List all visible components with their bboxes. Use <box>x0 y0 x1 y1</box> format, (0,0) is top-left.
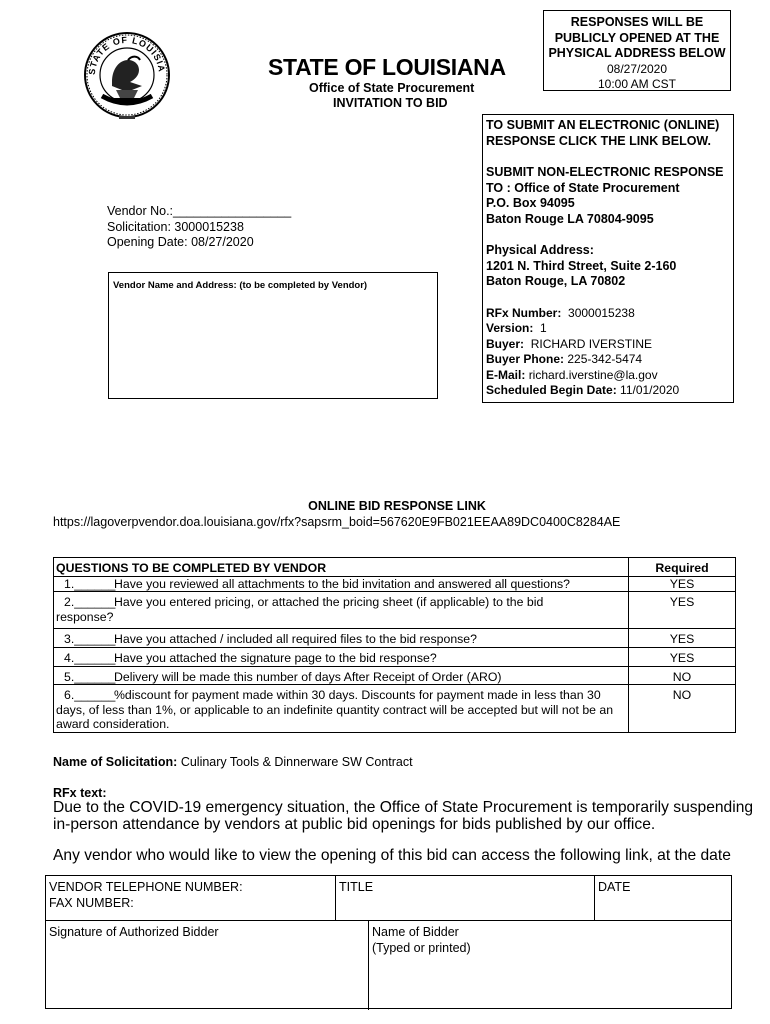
online-link-title: ONLINE BID RESPONSE LINK <box>308 499 486 513</box>
notice-line: PUBLICLY OPENED AT THE <box>554 30 720 45</box>
pelican-seal-icon <box>82 30 172 120</box>
table-header-row <box>54 558 736 577</box>
electronic-line: RESPONSE CLICK THE LINK BELOW. <box>486 133 712 148</box>
buyer-phone: Buyer Phone: 225-342-5474 <box>486 352 643 366</box>
notice-time: 10:00 AM CST <box>597 77 677 91</box>
vendor-name-address-label: Vendor Name and Address: (to be completed by Vendor) <box>113 280 368 291</box>
signature-field[interactable]: Signature of Authorized Bidder <box>49 925 219 939</box>
table-row: 1.______Have you reviewed all attachments to the bid invitation and answered all questions? YES <box>54 576 736 592</box>
submission-info-box <box>482 114 734 403</box>
vendor-questions-table <box>53 557 736 733</box>
required-header: Required <box>629 558 736 577</box>
notice-line: RESPONSES WILL BE <box>570 15 704 29</box>
rfx-text-label: RFx text: <box>53 786 107 800</box>
online-bid-link[interactable]: https://lagoverpvendor.doa.louisiana.gov/rfx?sapsrm_boid=567620E9FB021EEAA89DC0400C8284AE <box>53 515 621 529</box>
physical-address-line: Baton Rouge, LA 70802 <box>486 274 626 288</box>
table-row: 6.______%discount for payment made within 30 days. Discounts for payment made in less than 30 days, of less than 1%, or applicable to an indefinite quantity contract will be accepted but will not be an award consideration. NO <box>54 685 736 733</box>
fax-label: FAX NUMBER: <box>49 895 134 910</box>
opening-date: Opening Date: 08/27/2020 <box>107 235 254 249</box>
seal-caption <box>119 116 135 119</box>
physical-address-line: Physical Address: <box>486 243 594 257</box>
nonelectronic-line: P.O. Box 94095 <box>486 196 575 210</box>
physical-address-line: 1201 N. Third Street, Suite 2-160 <box>486 258 677 273</box>
nonelectronic-line: Baton Rouge LA 70804-9095 <box>486 211 654 226</box>
svg-text:STATE OF LOUISIANA: STATE OF LOUISIA <box>86 34 168 76</box>
buyer-email: E-Mail: richard.iverstine@la.gov <box>486 367 658 382</box>
vendor-phone-field[interactable] <box>49 880 243 911</box>
rfx-text-body: Due to the COVID-19 emergency situation, the Office of State Procurement is temporarily suspending in-person attendance by vendors at public bid openings for bids published by our office. Any vendor who would like to view the opening of this bid can access the following link, at the date <box>53 799 754 864</box>
buyer: Buyer: RICHARD IVERSTINE <box>486 336 653 351</box>
notice-date: 08/27/2020 <box>606 61 668 76</box>
vendor-phone-label: VENDOR TELEPHONE NUMBER: <box>49 880 243 894</box>
nonelectronic-line: SUBMIT NON-ELECTRONIC RESPONSE <box>486 165 724 179</box>
solicitation-number: Solicitation: 3000015238 <box>107 219 244 234</box>
office-name: Office of State Procurement <box>309 81 475 95</box>
state-seal <box>82 30 172 120</box>
table-row: 3.______Have you attached / included all required files to the bid response? YES <box>54 629 736 648</box>
title-field[interactable]: TITLE <box>339 880 374 894</box>
vendor-info <box>107 204 291 251</box>
solicitation-name: Name of Solicitation: Culinary Tools & Dinnerware SW Contract <box>53 755 413 769</box>
table-row: 5.______Delivery will be made this number of days After Receipt of Order (ARO) NO <box>54 666 736 685</box>
state-title: STATE OF LOUISIANA <box>268 54 506 80</box>
vendor-number-field[interactable]: Vendor No.:_________________ <box>107 204 292 218</box>
notice-line: PHYSICAL ADDRESS BELOW <box>548 46 726 60</box>
version: Version: 1 <box>486 321 547 335</box>
nonelectronic-line: TO : Office of State Procurement <box>486 180 680 195</box>
scheduled-begin-date: Scheduled Begin Date: 11/01/2020 <box>486 383 680 397</box>
table-row: 4.______Have you attached the signature page to the bid response? YES <box>54 647 736 666</box>
questions-header: QUESTIONS TO BE COMPLETED BY VENDOR <box>54 558 629 577</box>
date-field[interactable]: DATE <box>598 880 631 894</box>
bidder-name-field[interactable]: Name of Bidder (Typed or printed) <box>372 925 471 955</box>
signature-block <box>45 875 732 1009</box>
doc-type: INVITATION TO BID <box>333 96 448 110</box>
opening-notice-box <box>543 10 731 91</box>
vendor-name-address-box[interactable] <box>108 272 438 399</box>
table-row: 2.______Have you entered pricing, or attached the pricing sheet (if applicable) to the bid response? YES <box>54 592 736 629</box>
electronic-line: TO SUBMIT AN ELECTRONIC (ONLINE) <box>486 118 720 132</box>
rfx-number: RFx Number: 3000015238 <box>486 305 635 320</box>
